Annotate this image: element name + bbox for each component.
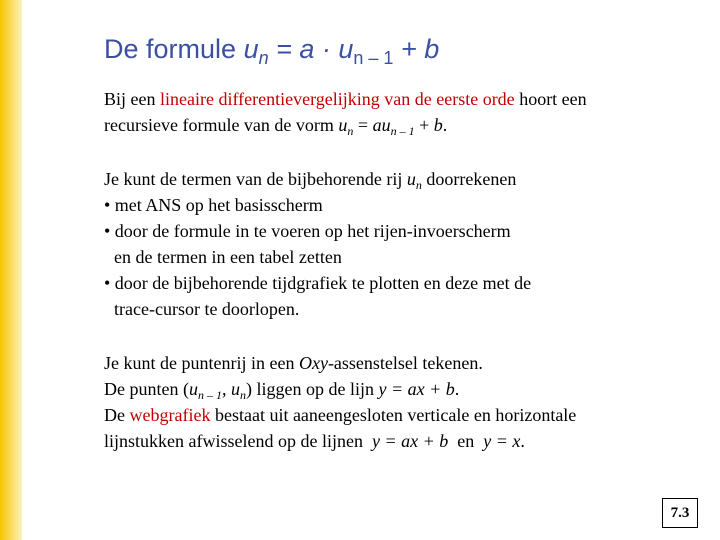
- page-number: 7.3: [662, 498, 698, 528]
- intro-paragraph: Bij een lineaire differentievergelijking van de eerste orde hoort een recursieve formule van de vorm $u_n = au_{n - 1} + b$.: [104, 89, 587, 138]
- slide-title: De formule $u_n = a \cdot u_{n - 1} + b$: [104, 34, 440, 68]
- bullet-tijdgrafiek: • door de bijbehorende tijdgrafiek te plotten en deze met de: [104, 273, 532, 293]
- webgrafiek-link[interactable]: webgrafiek: [129, 405, 211, 425]
- term-link[interactable]: lineaire differentievergelijking van de eerste orde: [160, 89, 515, 109]
- bullet-ans: • met ANS op het basisscherm: [104, 195, 323, 215]
- bullet-invoer: • door de formule in te voeren op het rijen-invoerscherm: [104, 221, 511, 241]
- webgraph-paragraph: Je kunt de puntenrij in een Oxy-assenstelsel tekenen. De punten ($u_{n - 1}$, $u_n$) liggen op de lijn y = ax + b. De webgrafiek bestaat uit aaneengesloten verticale en horizontale lijnstukken afwisselend op de lijnen y = ax + b en y = x.: [104, 353, 577, 451]
- methods-paragraph: Je kunt de termen van de bijbehorende rij $u_n$ doorrekenen • met ANS op het basisscherm • door de formule in te voeren op het rijen-invoerscherm en de termen in een tabel zetten • door de bijbehorende tijdgrafiek te plotten en deze met de trace-cursor te doorlopen.: [104, 166, 704, 322]
- decorative-sidebar: [0, 0, 22, 540]
